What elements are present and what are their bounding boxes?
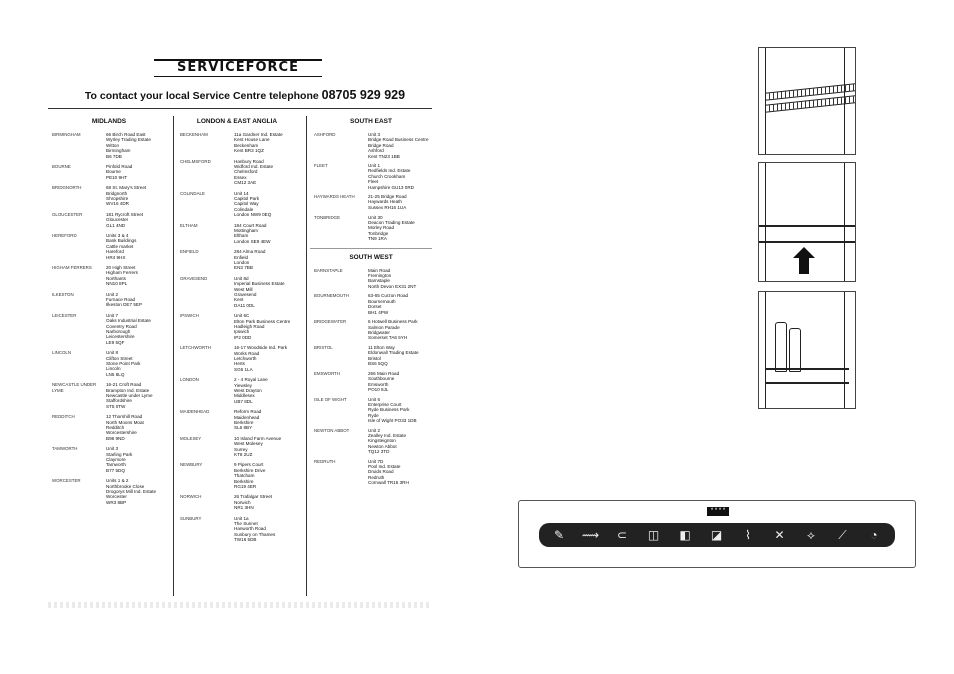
- bread-icon: ⌇: [745, 528, 751, 542]
- cake-icon: ◪: [710, 528, 723, 542]
- centre-address: 9 Pipers Court Berkshire Drive Thatcham Berkshire RG19 4ER: [234, 462, 266, 490]
- centre-town: BOURNEMOUTH: [314, 293, 349, 299]
- centre-town: LINCOLN: [52, 350, 72, 356]
- centre-town: ASHFORD: [314, 132, 336, 137]
- centre-town: TAMWORTH: [52, 446, 78, 452]
- centre-town: BRISTOL: [314, 345, 333, 350]
- door-shelf: [759, 225, 855, 243]
- centre-town: HIGHAM FERRERS: [52, 265, 92, 270]
- centre-town: EMSWORTH: [314, 370, 341, 376]
- centre-address: Unit 3 Starling Park Claymore Tamworth B77 5DQ: [106, 446, 133, 473]
- centre-address: Unit 2 Furnace Road Ilkeston DE7 5EP: [106, 291, 143, 308]
- fridge-door-shelf-illustration: [758, 162, 856, 282]
- poultry-icon: ⟿: [581, 528, 600, 542]
- centre-address: 26 Trafalgar Street Norwich NR1 3HN: [234, 494, 273, 511]
- centre-address: Unit 14 Capitol Park Capitol Way Colindale London NW9 0EQ: [234, 190, 272, 218]
- centre-town: IPSWICH: [180, 313, 199, 319]
- food-symbols-bar: [539, 523, 895, 547]
- centre-town: SUNBURY: [180, 515, 202, 521]
- centre-address: 11 Elton Way Eldonwall Trading Estate Bristol BS6 5QQ: [368, 345, 419, 367]
- region-title: SOUTH EAST: [350, 118, 392, 125]
- centre-town: MAIDENHEAD: [180, 409, 210, 415]
- bottle-shelf: [765, 368, 849, 384]
- header-rule: [48, 108, 432, 109]
- centre-address: Unit 7D Pool Ind. Estate Druids Road Redruth Cornwall TR15 3RH: [368, 458, 409, 486]
- centre-address: 20 High Street Higham Ferrers Northants NN10 8PL: [106, 265, 138, 287]
- centre-town: NORWICH: [180, 494, 202, 500]
- centre-town: BARNSTAPLE: [314, 267, 343, 273]
- centre-town: ENFIELD: [180, 249, 199, 255]
- serviceforce-logo: SERVICEFORCE: [154, 61, 322, 75]
- fridge-shelf-illustration: [758, 47, 856, 155]
- centre-address: Unit 6C Elton Park Business Centre Hadleigh Road Ipswich IP2 0DD: [234, 313, 291, 340]
- centre-town: LETCHWORTH: [180, 345, 211, 351]
- centre-town: BRIDGEWATER: [314, 319, 347, 325]
- centre-town: ILKESTON: [52, 291, 74, 297]
- contact-text: To contact your local Service Centre telephone: [84, 90, 319, 102]
- star-rating-badge: * * * *: [707, 507, 729, 516]
- centre-town: COLINDALE: [180, 190, 205, 196]
- centre-town: WORCESTER: [52, 478, 81, 484]
- centre-address: 16-21 Croft Road Brampton Ind. Estate Newcastle under Lyme Staffordshire ST5 0TW: [106, 382, 153, 409]
- centre-town: NEWCASTLE UNDER LYME: [52, 382, 97, 393]
- centre-town: LONDON: [180, 377, 199, 383]
- centre-address: Pinfold Road Bourne PE10 9HT: [106, 164, 133, 180]
- bottle-icon: [789, 328, 801, 372]
- centre-address: Units 3 & 4 Bank Buildings Cattle market Hareford HR4 9HX: [106, 233, 137, 260]
- centre-town: LEICESTER: [52, 312, 77, 318]
- centre-address: 184 Court Road Mottingham Eltham London SE9 4EW: [234, 222, 271, 244]
- centre-address: 10 Island Farm Avenue West Molesey Surrey KT8 2UZ: [234, 435, 282, 458]
- centre-town: BECKENHAM: [180, 132, 208, 137]
- food-symbols-panel: [518, 500, 916, 568]
- centre-town: NEWBURY: [180, 462, 203, 468]
- centre-town: GLOUCESTER: [52, 211, 83, 217]
- contact-heading: [58, 88, 432, 102]
- bottle-icon: [775, 322, 787, 372]
- centre-address: Unit 8d Imperial Business Estate West Mill Gravesend Kent DA11 0DL: [234, 275, 285, 308]
- page-footer-band: [48, 602, 432, 608]
- centre-address: Unit 1a The Sunnet Hanworth Road Sunbury on Thames TW16 5DB: [234, 515, 276, 543]
- centre-address: Unit 6 Enterprise Court Ryde Business Park Ryde Isle of Wight PO33 1DB: [368, 396, 417, 424]
- centre-address: Units 1 & 2 Northbrooke Close Drogorys Mill Ind. Estate Worcester WR3 8BP: [106, 478, 157, 505]
- region-title: SOUTH WEST: [349, 253, 393, 261]
- centre-address: 11a Gardner Ind. Estate Kent House Lane Beckenham Kent BR3 1QZ: [234, 132, 283, 154]
- centre-address: Unit 7 Oaks Industrial Estate Coventry Road Narborough Leicestershire LE9 5QF: [106, 312, 151, 345]
- centre-address: 16-17 Woodside Ind. Park Works Road Letchworth Herts SG6 1LA: [234, 345, 288, 372]
- centre-address: Unit 1 Redfields Ind. Estate Church Crookham Fleet Hampshire GU13 0RD: [368, 163, 414, 190]
- centre-town: ELTHAM: [180, 222, 198, 228]
- fridge-bottle-illustration: [758, 291, 856, 409]
- centre-town: BOURNE: [52, 164, 71, 169]
- centre-address: 68 St. Mary's Street Bridgnorth Shropshire WV16 4DR: [106, 185, 147, 207]
- centre-address: 63-65 Curzon Road Bournemouth Dorset BH1 4PW: [368, 293, 409, 315]
- centre-address: Unit 3 Bridge Road Business Centre Bridge Road Ashford Kent TN23 1BB: [368, 132, 429, 159]
- pork-icon: ⟡: [807, 528, 815, 542]
- centre-address: 181 Rycroft Street Gloucester GL1 4ND: [106, 211, 144, 228]
- centre-address: 266 Main Road Southbourne Emsworth PO10 8JL: [368, 370, 400, 393]
- centre-address: Reform Road Maidenhead Berkshire SL6 8BY: [234, 409, 262, 431]
- carrot-icon: ⟋: [838, 528, 847, 542]
- centre-address: Unit 2 Zealley Ind. Estate Kingsteignton Newton Abbot TQ12 3TD: [368, 427, 407, 455]
- centre-town: BRIDGNORTH: [52, 185, 82, 191]
- region-title: MIDLANDS: [91, 118, 127, 125]
- centre-town: HAYWARDS HEATH: [314, 194, 355, 199]
- centre-address: 2 - 4 Royal Lane Yiewsley West Drayton Middlesex UB7 8DL: [234, 377, 268, 404]
- region-title: LONDON & EAST ANGLIA: [196, 118, 278, 125]
- centre-town: BIRMINGHAM: [52, 132, 81, 137]
- centre-town: GRAVESEND: [180, 275, 208, 281]
- centre-address: 21-25 Bridge Road Haywards Heath Sussex RH16 1UA: [368, 194, 407, 210]
- centre-address: 6 Hotwell Business Park Salmon Parade Bridgwater Somerset TA6 5YH: [368, 319, 418, 341]
- centre-address: 284 Alma Road Enfield London EN3 7BB: [234, 249, 266, 271]
- region-divider: [310, 248, 432, 249]
- centre-town: FLEET: [314, 163, 328, 168]
- centre-address: Hanbury Road Widford Ind. Estate Chelmsford Essex CM12 3AE: [234, 158, 274, 186]
- centre-town: TONBRIDGE: [314, 214, 341, 220]
- centre-town: REDRUTH: [314, 458, 336, 464]
- centre-town: NEWTON ABBOT: [314, 427, 350, 433]
- centre-town: REDDITCH: [52, 414, 75, 420]
- centre-address: Main Road Fremington Barnstaple North Devon EX31 2NT: [368, 267, 417, 289]
- centre-address: Unit 30 Deacon Trading Estate Morley Road Tonbridge TN9 1RA: [368, 214, 415, 242]
- centre-town: MOLESEY: [180, 435, 202, 441]
- service-centre-page: [48, 42, 432, 608]
- centre-address: 66 Birch Road East Wyrley Trading Estate Witton Birmingham B6 7DB: [106, 132, 151, 159]
- contact-phone: 08705 929 929: [321, 88, 406, 102]
- arrow-up-icon: [793, 247, 815, 258]
- fruit-icon: ◧: [679, 528, 691, 542]
- centre-address: 12 Thornhill Road North Moons Moat Redditch Worcestershire B98 9ND: [106, 414, 144, 441]
- game-icon: ✕: [774, 528, 785, 542]
- centre-town: ISLE OF WIGHT: [314, 396, 347, 402]
- fish-icon: ⊂: [616, 528, 628, 542]
- centre-address: Unit 8 Clifton Street Stone Point Park Lincoln LN5 8LQ: [106, 350, 141, 377]
- centre-town: CHELMSFORD: [180, 158, 211, 164]
- pastry-icon: ◔: [870, 528, 878, 542]
- meat-icon: ✎: [553, 528, 565, 542]
- vegetable-icon: ◫: [647, 528, 660, 542]
- centre-town: HEREFORD: [52, 233, 77, 238]
- arrow-stem: [799, 258, 809, 274]
